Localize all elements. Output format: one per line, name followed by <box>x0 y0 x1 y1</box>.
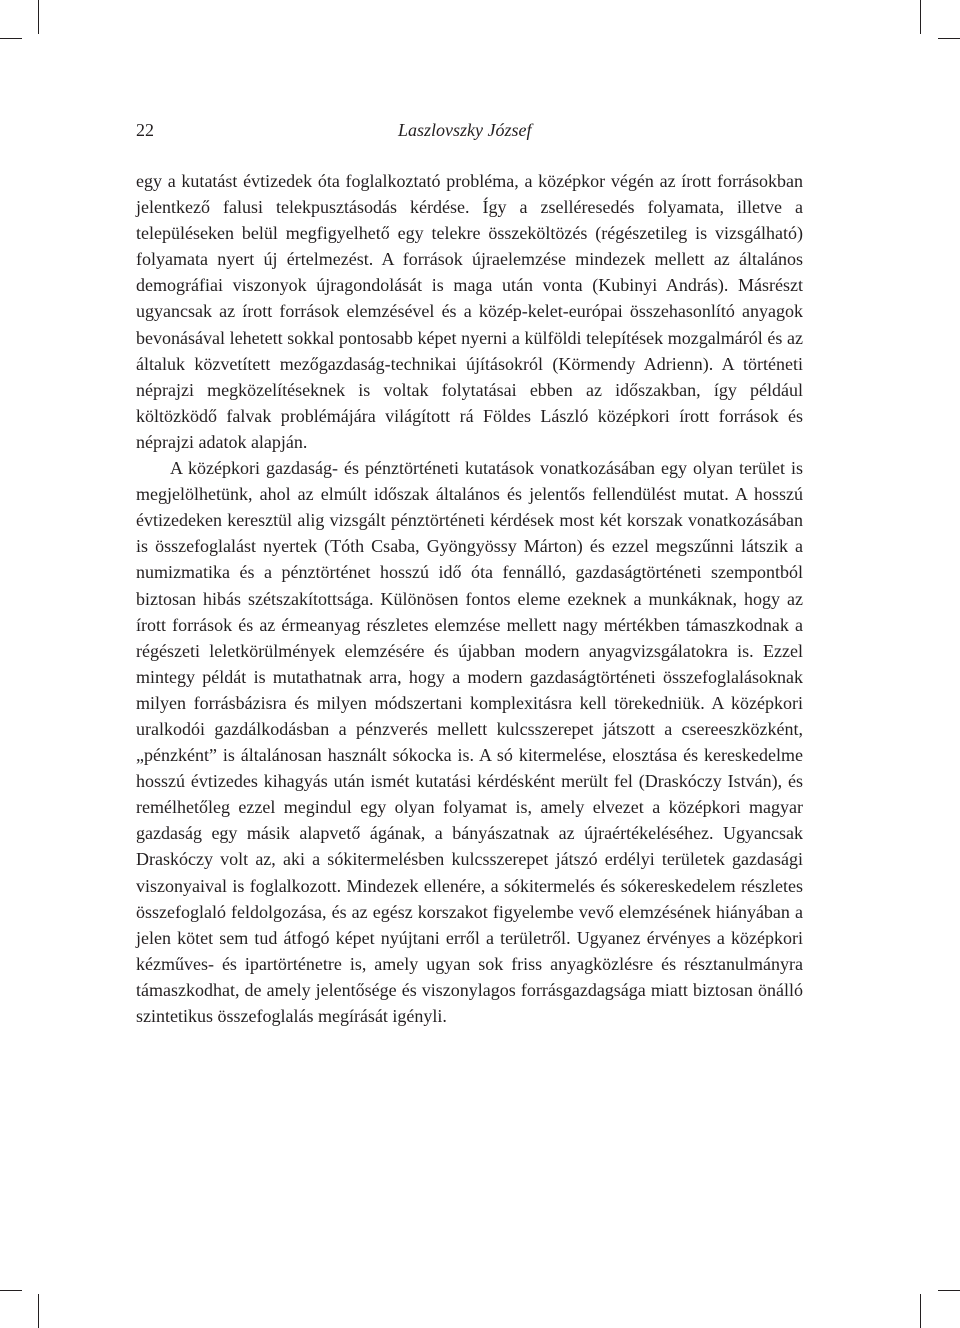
running-title: Laszlovszky József <box>398 120 532 140</box>
crop-mark-top-left <box>38 0 39 34</box>
paragraph-1: egy a kutatást évtizedek óta foglalkoztató probléma, a középkor végén az írott forrásokban jelentkező falusi telekpusztásodás kérdése. Így a zselléresedés folyamata, illetve a településeken belül megfigyelhető egy telekre összeköltözés (régészetileg is vizsgálható) folyamata nyert új értelmezést. A források újraelemzése mindezek mellett az általános demográfiai viszonyok újragondolását is maga után vonta (Kubinyi András). Másrészt ugyancsak az írott források elemzésével és a közép-kelet-európai összehasonlító anyagok bevonásával lehetett sokkal pontosabb képet nyerni a külföldi telepítések mozgalmáról és az általuk közvetített mezőgazdaság-technikai újításokról (Körmendy Adrienn). A történeti néprajzi megközelítéseknek is voltak folytatásai ebben az időszakban, így például költözködő falvak problémájára világított rá Földes László középkori írott források és néprajzi adatok alapján. <box>136 171 803 452</box>
crop-mark-bottom-right <box>920 1294 921 1328</box>
crop-mark-top-right-horizontal <box>938 38 960 39</box>
crop-mark-top-left-horizontal <box>0 38 22 39</box>
running-head <box>136 118 822 142</box>
page-number: 22 <box>136 120 154 140</box>
crop-mark-bottom-left-horizontal <box>0 1290 22 1291</box>
crop-mark-bottom-right-horizontal <box>938 1290 960 1291</box>
crop-mark-top-right <box>920 0 921 34</box>
paragraph-2: A középkori gazdaság- és pénztörténeti kutatások vonatkozásában egy olyan terület is megjelölhetünk, ahol az elmúlt időszak általános és jelentős fellendülést mutat. A hosszú évtizedeken keresztül alig vizsgált pénztörténeti kérdések most két korszak vonatkozásában is összefoglalást nyertek (Tóth Csaba, Gyöngyössy Márton) és ezzel megszűnni látszik a numizmatika és a pénztörténet hosszú idő óta fennálló, gazdaságtörténeti szempontból biztosan hibás szétszakítottsága. Különösen fontos eleme ezeknek a munkáknak, hogy az írott források és az érmeanyag részletes elemzése mellett nagy mértékben támaszkodnak a régészeti leletkörülmények elemzésére és újabban modern anyagvizsgálatokra is. Ezzel mintegy példát is mutathatnak arra, hogy a modern gazdaságtörténeti összefoglalásoknak milyen forrásbázisra és milyen módszertani komplexitásra kell törekedniük. A középkori uralkodói gazdálkodásban a pénzverés mellett kulcsszerepet játszott a csereeszközként, „pénzként” is általánosan használt sókocka is. A só kitermelése, elosztása és kereskedelme hosszú évtizedes kihagyás után ismét kutatási kérdésként merült fel (Draskóczy István), és remélhetőleg ezzel megindul egy olyan folyamat is, amely elvezet a középkori magyar gazdaság egy másik alapvető ágának, a bányászatnak az újraértékeléséhez. Ugyancsak Draskóczy volt az, aki a sókitermelésben kulcsszerepet játszó erdélyi területek gazdasági viszonyaival is foglalkozott. Mindezek ellenére, a sókitermelés és sókereskedelem részletes összefoglaló feldolgozása, és az egész korszakot figyelembe vevő elemzésének hiányában a jelen kötet sem tud átfogó képet nyújtani erről a területről. Ugyanez érvényes a középkori kézműves- és ipartörténetre is, amely ugyan sok friss anyagközlésre és résztanulmányra támaszkodhat, de amely jelentősége és viszonylagos forrásgazdagsága miatt biztosan önálló szintetikus összefoglalás megírását igényli. <box>136 458 803 1026</box>
body-text <box>136 168 803 1029</box>
crop-mark-bottom-left <box>38 1294 39 1328</box>
